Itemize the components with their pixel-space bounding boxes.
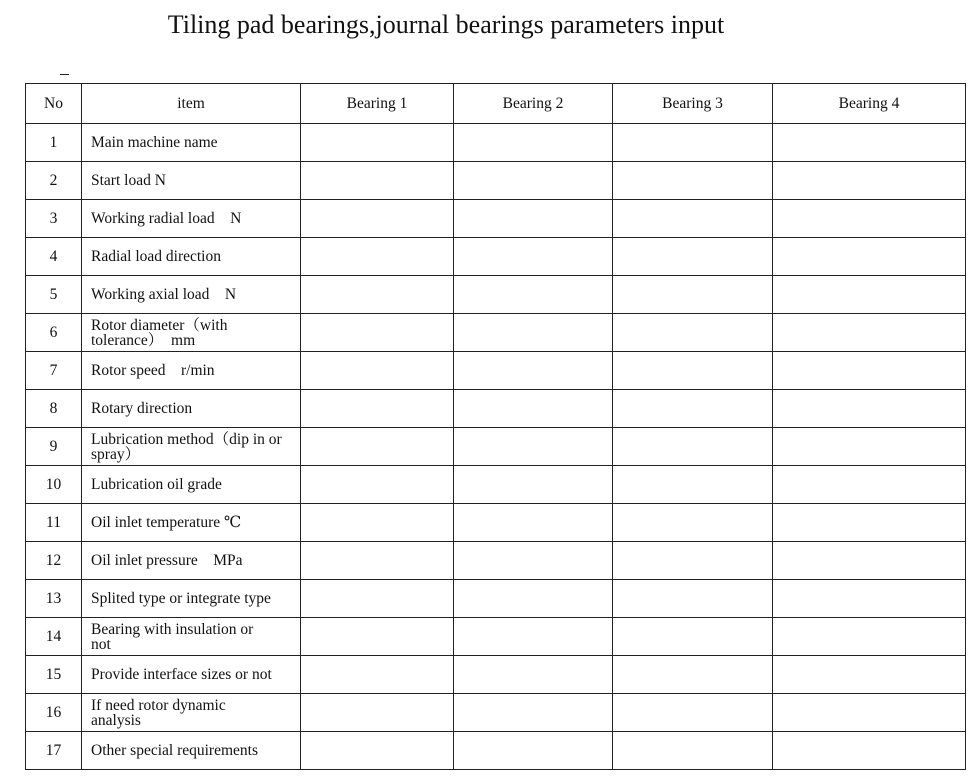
table-row	[26, 504, 966, 542]
bearing-2-input-cell[interactable]	[454, 618, 613, 656]
bearing-4-input-cell[interactable]	[773, 352, 966, 390]
bearing-3-input-cell[interactable]	[613, 390, 773, 428]
row-number: 11	[26, 504, 82, 542]
table-row	[26, 656, 966, 694]
header-bearing-2: Bearing 2	[454, 84, 613, 124]
header-bearing-1: Bearing 1	[301, 84, 454, 124]
table-row	[26, 276, 966, 314]
row-item-label: Working radial load N	[82, 200, 301, 238]
header-no: No	[26, 84, 82, 124]
bearing-2-input-cell[interactable]	[454, 276, 613, 314]
bearing-1-input-cell[interactable]	[301, 694, 454, 732]
bearing-1-input-cell[interactable]	[301, 428, 454, 466]
bearing-4-input-cell[interactable]	[773, 580, 966, 618]
table-row	[26, 124, 966, 162]
bearing-2-input-cell[interactable]	[454, 238, 613, 276]
page-title: Tiling pad bearings,journal bearings parameters input	[167, 10, 725, 39]
bearing-3-input-cell[interactable]	[613, 466, 773, 504]
bearing-2-input-cell[interactable]	[454, 580, 613, 618]
table-row	[26, 162, 966, 200]
bearing-2-input-cell[interactable]	[454, 314, 613, 352]
table-row	[26, 580, 966, 618]
row-item-label: Oil inlet temperature ℃	[82, 504, 301, 542]
row-number: 2	[26, 162, 82, 200]
bearing-4-input-cell[interactable]	[773, 542, 966, 580]
row-number: 5	[26, 276, 82, 314]
row-number: 14	[26, 618, 82, 656]
bearing-1-input-cell[interactable]	[301, 504, 454, 542]
bearing-2-input-cell[interactable]	[454, 428, 613, 466]
bearing-3-input-cell[interactable]	[613, 542, 773, 580]
bearing-1-input-cell[interactable]	[301, 580, 454, 618]
bearing-4-input-cell[interactable]	[773, 238, 966, 276]
row-number: 10	[26, 466, 82, 504]
bearing-2-input-cell[interactable]	[454, 124, 613, 162]
row-number: 16	[26, 694, 82, 732]
table-row	[26, 238, 966, 276]
bearing-1-input-cell[interactable]	[301, 200, 454, 238]
row-item-label: Oil inlet pressure MPa	[82, 542, 301, 580]
row-number: 8	[26, 390, 82, 428]
bearing-2-input-cell[interactable]	[454, 732, 613, 770]
row-number: 7	[26, 352, 82, 390]
bearing-3-input-cell[interactable]	[613, 580, 773, 618]
bearing-4-input-cell[interactable]	[773, 618, 966, 656]
table-row	[26, 694, 966, 732]
row-number: 3	[26, 200, 82, 238]
row-item-label: Lubrication oil grade	[82, 466, 301, 504]
bearing-1-input-cell[interactable]	[301, 466, 454, 504]
bearing-3-input-cell[interactable]	[613, 428, 773, 466]
bearing-2-input-cell[interactable]	[454, 542, 613, 580]
row-item-label: Lubrication method（dip in or spray）	[82, 428, 301, 466]
bearing-1-input-cell[interactable]	[301, 390, 454, 428]
bearing-4-input-cell[interactable]	[773, 124, 966, 162]
bearing-4-input-cell[interactable]	[773, 314, 966, 352]
row-number: 17	[26, 732, 82, 770]
header-bearing-3: Bearing 3	[613, 84, 773, 124]
dash-mark	[60, 74, 69, 75]
bearing-4-input-cell[interactable]	[773, 162, 966, 200]
bearing-2-input-cell[interactable]	[454, 466, 613, 504]
header-row	[26, 84, 966, 124]
header-bearing-4: Bearing 4	[773, 84, 966, 124]
table-row	[26, 732, 966, 770]
row-number: 6	[26, 314, 82, 352]
bearing-2-input-cell[interactable]	[454, 694, 613, 732]
bearing-3-input-cell[interactable]	[613, 238, 773, 276]
bearing-3-input-cell[interactable]	[613, 618, 773, 656]
bearing-2-input-cell[interactable]	[454, 352, 613, 390]
table-row	[26, 542, 966, 580]
row-item-label: Provide interface sizes or not	[82, 656, 301, 694]
row-number: 12	[26, 542, 82, 580]
bearing-1-input-cell[interactable]	[301, 352, 454, 390]
bearing-4-input-cell[interactable]	[773, 656, 966, 694]
bearing-1-input-cell[interactable]	[301, 162, 454, 200]
bearing-4-input-cell[interactable]	[773, 200, 966, 238]
bearing-4-input-cell[interactable]	[773, 504, 966, 542]
bearing-3-input-cell[interactable]	[613, 314, 773, 352]
row-item-label: Rotary direction	[82, 390, 301, 428]
row-number: 15	[26, 656, 82, 694]
row-item-label: Radial load direction	[82, 238, 301, 276]
bearing-2-input-cell[interactable]	[454, 162, 613, 200]
bearing-3-input-cell[interactable]	[613, 656, 773, 694]
row-number: 4	[26, 238, 82, 276]
row-item-label: Bearing with insulation or not	[82, 618, 301, 656]
bearing-3-input-cell[interactable]	[613, 694, 773, 732]
bearing-3-input-cell[interactable]	[613, 352, 773, 390]
bearing-1-input-cell[interactable]	[301, 542, 454, 580]
bearing-1-input-cell[interactable]	[301, 124, 454, 162]
bearing-1-input-cell[interactable]	[301, 732, 454, 770]
row-item-label: Main machine name	[82, 124, 301, 162]
bearing-3-input-cell[interactable]	[613, 732, 773, 770]
bearing-1-input-cell[interactable]	[301, 656, 454, 694]
bearing-3-input-cell[interactable]	[613, 124, 773, 162]
table-row	[26, 390, 966, 428]
row-item-label: Splited type or integrate type	[82, 580, 301, 618]
table-row	[26, 466, 966, 504]
row-item-label: Rotor speed r/min	[82, 352, 301, 390]
row-item-label: Other special requirements	[82, 732, 301, 770]
bearing-2-input-cell[interactable]	[454, 200, 613, 238]
bearing-4-input-cell[interactable]	[773, 276, 966, 314]
table-row	[26, 618, 966, 656]
bearing-2-input-cell[interactable]	[454, 504, 613, 542]
bearing-4-input-cell[interactable]	[773, 732, 966, 770]
bearing-1-input-cell[interactable]	[301, 314, 454, 352]
bearing-3-input-cell[interactable]	[613, 504, 773, 542]
bearing-1-input-cell[interactable]	[301, 618, 454, 656]
row-number: 9	[26, 428, 82, 466]
table-row	[26, 200, 966, 238]
header-item: item	[82, 84, 301, 124]
table-row	[26, 314, 966, 352]
row-item-label: Start load N	[82, 162, 301, 200]
bearing-3-input-cell[interactable]	[613, 162, 773, 200]
row-number: 13	[26, 580, 82, 618]
row-item-label: If need rotor dynamic analysis	[82, 694, 301, 732]
row-item-label: Working axial load N	[82, 276, 301, 314]
bearing-4-input-cell[interactable]	[773, 390, 966, 428]
bearing-4-input-cell[interactable]	[773, 694, 966, 732]
bearing-3-input-cell[interactable]	[613, 276, 773, 314]
bearing-1-input-cell[interactable]	[301, 238, 454, 276]
bearing-1-input-cell[interactable]	[301, 276, 454, 314]
table-row	[26, 352, 966, 390]
bearing-4-input-cell[interactable]	[773, 466, 966, 504]
parameters-table	[25, 83, 966, 770]
row-number: 1	[26, 124, 82, 162]
bearing-3-input-cell[interactable]	[613, 200, 773, 238]
table-row	[26, 428, 966, 466]
bearing-2-input-cell[interactable]	[454, 656, 613, 694]
bearing-4-input-cell[interactable]	[773, 428, 966, 466]
bearing-2-input-cell[interactable]	[454, 390, 613, 428]
row-item-label: Rotor diameter（with tolerance） mm	[82, 314, 301, 352]
